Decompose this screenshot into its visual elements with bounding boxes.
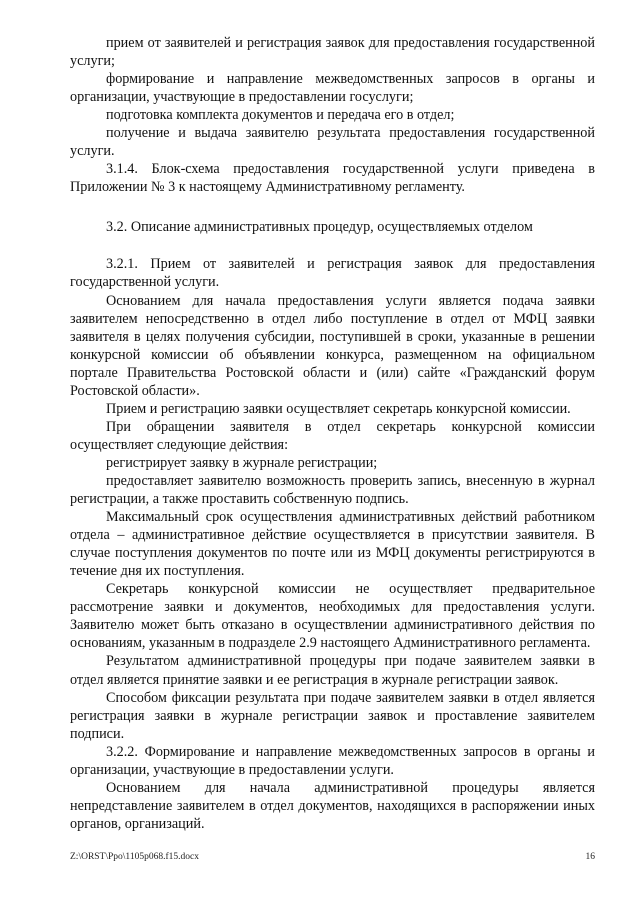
main-paragraph-5: регистрирует заявку в журнале регистрации; bbox=[106, 454, 378, 471]
main-paragraph-4: При обращении заявителя в отдел секретарь конкурсной комиссии осуществляет следующие действия: bbox=[70, 418, 595, 453]
document-page bbox=[70, 34, 595, 833]
footer-file-path: Z:\ORST\Ppo\1105p068.f15.docx bbox=[70, 852, 199, 862]
section-heading: 3.2. Описание административных процедур, осуществляемых отделом bbox=[106, 219, 533, 236]
intro-paragraph-5: 3.1.4. Блок-схема предоставления государственной услуги приведена в Приложении № 3 к настоящему Административному регламенту. bbox=[70, 161, 595, 196]
main-paragraph-10: Способом фиксации результата при подаче заявителем заявки в отдел является регистрация заявки в журнале регистрации заявок и проставление заявителем подписи. bbox=[70, 689, 595, 742]
intro-paragraph-4: получение и выдача заявителю результата предоставления государственной услуги. bbox=[70, 125, 595, 160]
main-paragraph-8: Секретарь конкурсной комиссии не осуществляет предварительное рассмотрение заявки и документов, необходимых для предоставления услуги. Заявителю может быть отказано в осуществлении административного действия по основаниям, указанным в подразделе 2.9 настоящего Административного регламента. bbox=[70, 581, 595, 652]
intro-paragraph-1: прием от заявителей и регистрация заявок для предоставления государственной услуги; bbox=[70, 35, 595, 70]
main-paragraph-1: 3.2.1. Прием от заявителей и регистрация заявок для предоставления государственной услуги. bbox=[70, 256, 595, 291]
main-paragraph-12: Основанием для начала административной процедуры является непредставление заявителем в отдел документов, находящихся в распоряжении иных органов, организаций. bbox=[70, 779, 595, 832]
main-paragraph-11: 3.2.2. Формирование и направление межведомственных запросов в органы и организации, участвующие в предоставлении услуги. bbox=[70, 743, 595, 778]
main-paragraph-3: Прием и регистрацию заявки осуществляет секретарь конкурсной комиссии. bbox=[106, 400, 571, 417]
footer-page-number: 16 bbox=[585, 852, 595, 862]
main-paragraph-6: предоставляет заявителю возможность проверить запись, внесенную в журнал регистрации, а также проставить собственную подпись. bbox=[70, 472, 595, 508]
main-paragraph-9: Результатом административной процедуры при подаче заявителем заявки в отдел является принятие заявки и ее регистрация в журнале регистрации заявок. bbox=[70, 653, 595, 688]
intro-paragraph-2: формирование и направление межведомственных запросов в органы и организации, участвующие в предоставлении госуслуги; bbox=[70, 71, 595, 106]
main-paragraph-7: Максимальный срок осуществления административных действий работником отдела – административное действие осуществляется в присутствии заявителя. В случае поступления документов по почте или из МФЦ документы регистрируются в течение дня их поступления. bbox=[70, 509, 595, 580]
intro-paragraph-3: подготовка комплекта документов и передача его в отдел; bbox=[106, 107, 455, 124]
main-paragraph-2: Основанием для начала предоставления услуги является подача заявки заявителем непосредственно в отдел либо поступление в отдел от МФЦ заявки заявителя в целях получения субсидии, поступившей в сроки, указанные в решении конкурсной комиссии об объявлении конкурса, размещенном на официальном портале Правительства Ростовской области и (или) сайте «Гражданский форум Ростовской области». bbox=[70, 292, 595, 399]
